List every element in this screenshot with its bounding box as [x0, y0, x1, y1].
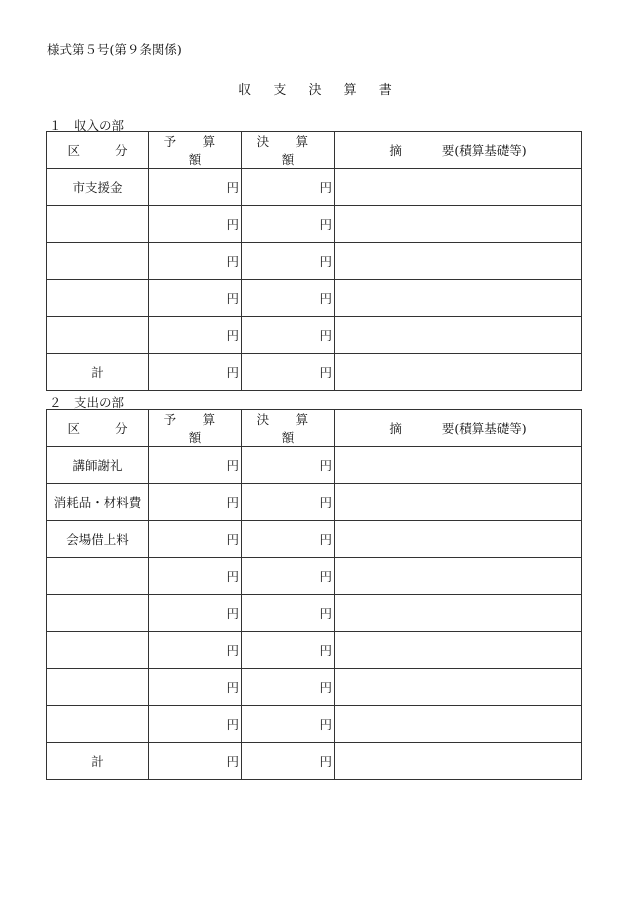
- income-table-header: [47, 132, 582, 169]
- settlement-cell: 円: [242, 447, 335, 484]
- settlement-cell: 円: [242, 169, 335, 206]
- remarks-cell: [335, 632, 582, 669]
- remarks-cell: [335, 743, 582, 780]
- budget-cell: 円: [149, 595, 242, 632]
- income-section-heading: １ 収入の部: [49, 118, 125, 133]
- table-row: [47, 280, 582, 317]
- table-row: [47, 206, 582, 243]
- settlement-cell: 円: [242, 743, 335, 780]
- remarks-header: 摘 要(積算基礎等): [335, 410, 582, 447]
- row-category: [47, 243, 149, 280]
- category-header: 区 分: [47, 132, 149, 169]
- remarks-cell: [335, 484, 582, 521]
- settlement-cell: 円: [242, 558, 335, 595]
- budget-cell: 円: [149, 558, 242, 595]
- table-row: [47, 447, 582, 484]
- budget-cell: 円: [149, 243, 242, 280]
- row-category: [47, 595, 149, 632]
- remarks-cell: [335, 447, 582, 484]
- expenditure-table: [46, 409, 582, 780]
- settlement-cell: 円: [242, 354, 335, 391]
- row-category: 計: [47, 743, 149, 780]
- title-char: 決: [308, 83, 322, 98]
- row-category: 消耗品・材料費: [47, 484, 149, 521]
- income-table: [46, 131, 582, 391]
- budget-cell: 円: [149, 354, 242, 391]
- settlement-cell: 円: [242, 669, 335, 706]
- settlement-cell: 円: [242, 595, 335, 632]
- budget-header: 予 算 額: [149, 132, 242, 169]
- settlement-cell: 円: [242, 206, 335, 243]
- table-row: [47, 595, 582, 632]
- budget-cell: 円: [149, 484, 242, 521]
- row-category: [47, 206, 149, 243]
- title-char: 支: [273, 83, 287, 98]
- budget-cell: 円: [149, 206, 242, 243]
- table-row: [47, 743, 582, 780]
- table-row: [47, 669, 582, 706]
- row-category: 会場借上料: [47, 521, 149, 558]
- settlement-cell: 円: [242, 706, 335, 743]
- table-row: [47, 558, 582, 595]
- table-row: [47, 521, 582, 558]
- budget-cell: 円: [149, 706, 242, 743]
- budget-header: 予 算 額: [149, 410, 242, 447]
- row-category: [47, 632, 149, 669]
- remarks-cell: [335, 706, 582, 743]
- remarks-cell: [335, 521, 582, 558]
- budget-cell: 円: [149, 669, 242, 706]
- table-row: [47, 169, 582, 206]
- remarks-cell: [335, 669, 582, 706]
- form-number: 様式第５号(第９条関係): [47, 42, 182, 57]
- table-row: [47, 706, 582, 743]
- remarks-cell: [335, 280, 582, 317]
- row-category: [47, 280, 149, 317]
- settlement-cell: 円: [242, 317, 335, 354]
- table-row: [47, 632, 582, 669]
- expenditure-table-header: [47, 410, 582, 447]
- title-char: 収: [238, 83, 252, 98]
- settlement-header: 決 算 額: [242, 410, 335, 447]
- row-category: [47, 317, 149, 354]
- budget-cell: 円: [149, 632, 242, 669]
- remarks-cell: [335, 595, 582, 632]
- table-row: [47, 243, 582, 280]
- remarks-cell: [335, 354, 582, 391]
- remarks-cell: [335, 317, 582, 354]
- document-title: [0, 79, 630, 98]
- row-category: 計: [47, 354, 149, 391]
- budget-cell: 円: [149, 169, 242, 206]
- remarks-cell: [335, 558, 582, 595]
- budget-cell: 円: [149, 743, 242, 780]
- remarks-cell: [335, 206, 582, 243]
- budget-cell: 円: [149, 521, 242, 558]
- remarks-header: 摘 要(積算基礎等): [335, 132, 582, 169]
- row-category: [47, 558, 149, 595]
- table-row: [47, 484, 582, 521]
- settlement-cell: 円: [242, 243, 335, 280]
- row-category: 市支援金: [47, 169, 149, 206]
- remarks-cell: [335, 243, 582, 280]
- expenditure-section-heading: ２ 支出の部: [49, 395, 125, 410]
- title-char: 書: [378, 83, 392, 98]
- remarks-cell: [335, 169, 582, 206]
- title-char: 算: [343, 83, 357, 98]
- settlement-cell: 円: [242, 632, 335, 669]
- row-category: [47, 706, 149, 743]
- budget-cell: 円: [149, 447, 242, 484]
- budget-cell: 円: [149, 280, 242, 317]
- settlement-header: 決 算 額: [242, 132, 335, 169]
- row-category: [47, 669, 149, 706]
- settlement-cell: 円: [242, 484, 335, 521]
- settlement-cell: 円: [242, 521, 335, 558]
- settlement-cell: 円: [242, 280, 335, 317]
- category-header: 区 分: [47, 410, 149, 447]
- row-category: 講師謝礼: [47, 447, 149, 484]
- table-row: [47, 317, 582, 354]
- budget-cell: 円: [149, 317, 242, 354]
- table-row: [47, 354, 582, 391]
